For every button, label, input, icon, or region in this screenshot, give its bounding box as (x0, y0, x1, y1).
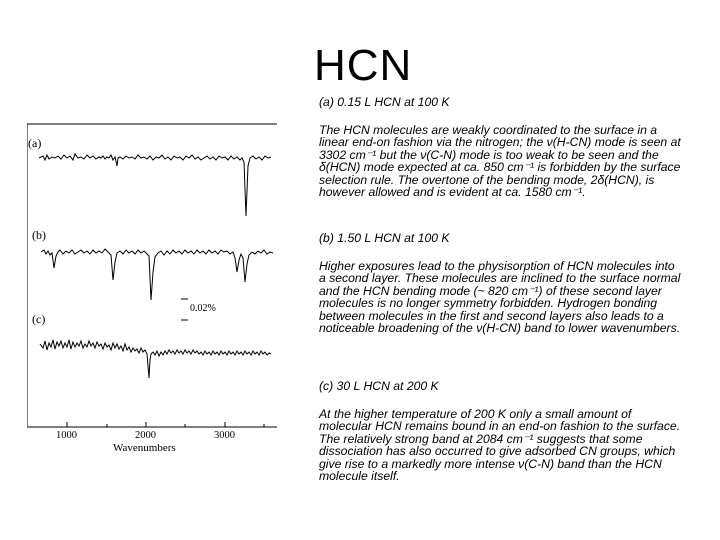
x-tick-label-2000: 2000 (135, 430, 156, 441)
spectrum-b-trace (41, 249, 273, 300)
slide-title: HCN (314, 41, 413, 90)
spectrum-a-label: (a) (28, 136, 42, 150)
spectra-svg (27, 122, 283, 458)
section-a-body: The HCN molecules are weakly coordinated to the surface in a linear end-on fashion via the nitrogen; the ν(H-CN) mode is seen at 3302 cm⁻¹ but the ν(C-N) mode is too weak to be seen and the δ(HCN) mode expected at ca. 850 cm⁻¹ is forbidden by the surface selection rule. The overtone of the bending mode, 2δ(HCN), is however allowed and is evident at ca. 1580 cm⁻¹. (319, 123, 681, 200)
spectrum-a-trace (39, 154, 271, 216)
spectrum-c-trace (40, 340, 271, 378)
x-axis-label: Wavenumbers (113, 442, 176, 454)
x-tick-label-3000: 3000 (214, 430, 235, 441)
section-a-heading: (a) 0.15 L HCN at 100 K (319, 95, 450, 109)
section-b-heading: (b) 1.50 L HCN at 100 K (319, 231, 450, 245)
spectrum-c-label: (c) (32, 312, 46, 326)
ir-spectra-figure (27, 122, 283, 458)
x-tick-label-1000: 1000 (56, 430, 77, 441)
spectrum-b-label: (b) (32, 228, 46, 242)
scale-bar-label: 0.02% (190, 303, 216, 314)
section-c-heading: (c) 30 L HCN at 200 K (319, 379, 439, 393)
section-b-body: Higher exposures lead to the physisorption of HCN molecules into a second layer. These molecules are inclined to the surface normal and the HCN bending mode (~ 820 cm⁻¹) of these second layer molecules is no longer symmetry forbidden. Hydrogen bonding between molecules in the first and second layers also leads to a noticeable broadening of the ν(H-CN) band to lower wavenumbers. (319, 259, 681, 336)
section-c-body: At the higher temperature of 200 K only a small amount of molecular HCN remains bound in an end-on fashion to the surface. The relatively strong band at 2084 cm⁻¹ suggests that some dissociation has also occurred to give adsorbed CN groups, which give rise to a markedly more intense ν(C-N) band than the HCN molecule itself. (319, 407, 681, 484)
